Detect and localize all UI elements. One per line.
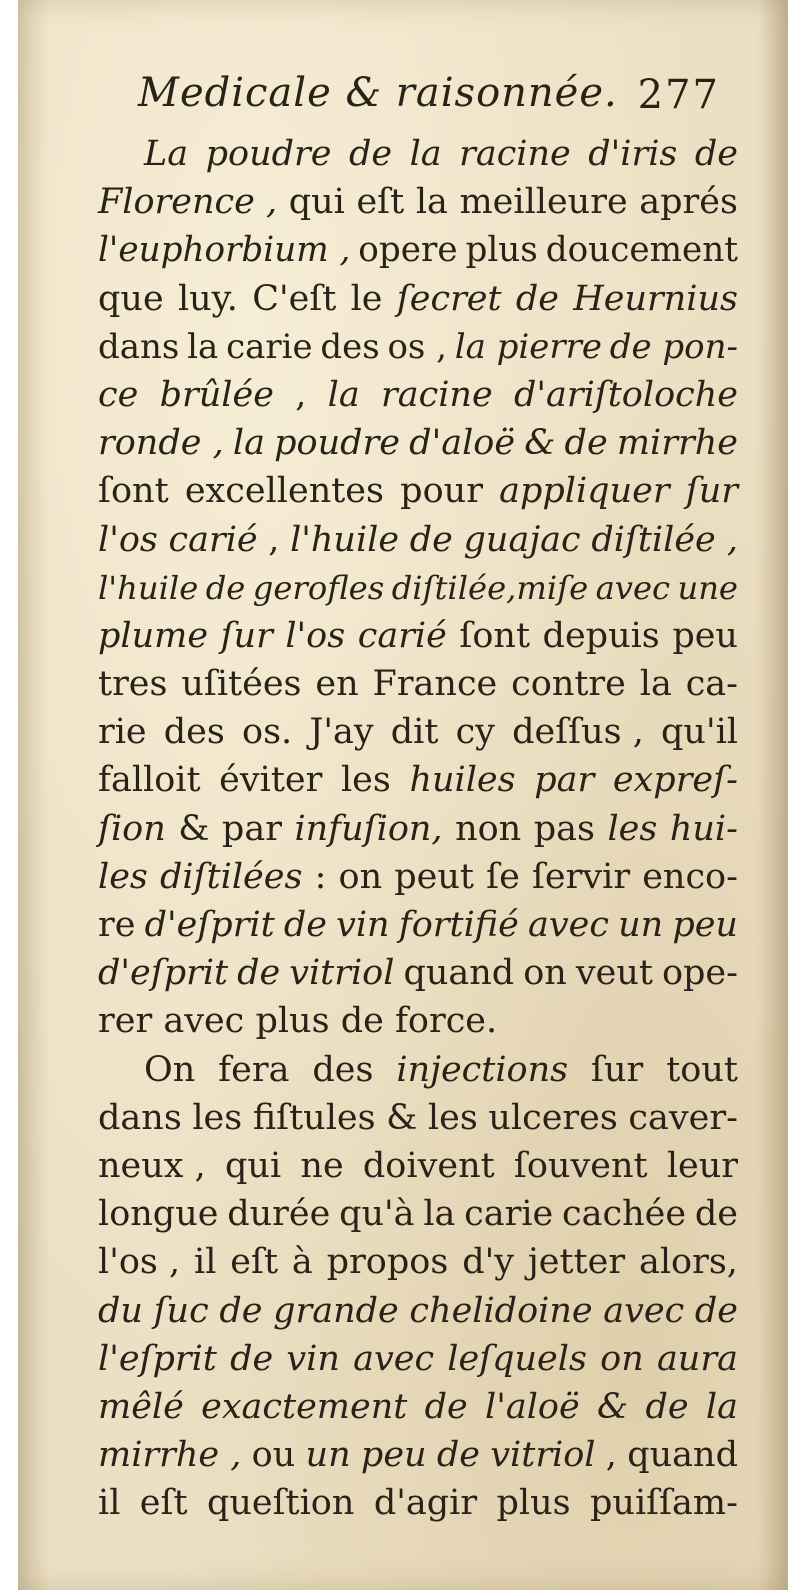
word: de pon- [609, 326, 738, 367]
word: de [436, 1435, 480, 1476]
word: falloit [98, 760, 201, 801]
word: un [305, 1435, 351, 1476]
word: & [597, 1386, 629, 1427]
word: & [524, 423, 556, 464]
page-header [138, 70, 738, 130]
word: de [694, 134, 738, 174]
word: racine [381, 374, 493, 415]
word: de [424, 1386, 468, 1427]
text-line [98, 226, 738, 274]
word: de [694, 1290, 738, 1331]
word: vitriol [490, 1435, 596, 1476]
word: racine [459, 134, 571, 174]
word: mirrhe [616, 423, 738, 464]
word: Florence , [98, 182, 278, 223]
word: ſur [685, 471, 738, 512]
word: C'eſt [252, 278, 337, 319]
word: guajac [463, 519, 581, 560]
text-line [98, 1287, 738, 1335]
word: que [98, 278, 164, 319]
word: éviter [219, 760, 323, 801]
word: d'y [462, 1242, 515, 1283]
text-line [98, 178, 738, 226]
word: fiſtules [252, 1097, 376, 1138]
word: jetter [527, 1242, 626, 1283]
word: dans [98, 326, 180, 367]
text-line [98, 323, 738, 371]
word: qui [225, 1145, 282, 1186]
text-line [98, 1238, 738, 1286]
word: vin [336, 905, 390, 945]
word: des [163, 712, 225, 753]
word: qu'à [339, 1194, 415, 1235]
word: infuſion, [294, 808, 443, 849]
word: l'os , [98, 1242, 181, 1283]
word: aprés [639, 182, 738, 223]
word: avec [163, 1001, 245, 1042]
word: vitriol [289, 953, 395, 994]
word: mêlé [98, 1386, 184, 1427]
word: poudre [274, 423, 400, 464]
word: luy. [177, 278, 238, 319]
word: de [694, 1194, 738, 1235]
word: doucement [545, 230, 738, 271]
text-line [98, 1479, 738, 1527]
word: rer [98, 1001, 153, 1042]
word: & [178, 808, 210, 849]
word: peu [672, 905, 738, 945]
word: un [618, 905, 664, 945]
word: ſont [98, 471, 169, 512]
word: J'ay [309, 712, 374, 753]
word: les [98, 856, 148, 897]
word: carie [226, 326, 313, 367]
running-title: Medicale & raisonnée. [138, 70, 618, 116]
word: avec [595, 568, 671, 607]
word: d'ariſtoloche [513, 374, 738, 415]
text-line [98, 949, 738, 997]
word: de [219, 1290, 263, 1331]
word: uſitées [181, 664, 302, 705]
word: d'eſprit [144, 905, 275, 945]
text-line [98, 419, 738, 467]
word: longue [98, 1194, 219, 1235]
word: poudre [205, 134, 332, 174]
word: diſtilées [160, 856, 303, 897]
word: Heurnius [573, 278, 738, 319]
word: du [98, 1290, 143, 1331]
word: carié [357, 615, 447, 656]
book-page [18, 0, 788, 1590]
word: diſtilée,miſe [391, 568, 589, 607]
text-line [98, 516, 738, 564]
word: la [415, 182, 448, 223]
word: mirrhe , [98, 1435, 242, 1476]
word: d'agir [373, 1483, 478, 1524]
word: la [187, 326, 219, 367]
text-line [98, 1142, 738, 1190]
word: d'eſprit [98, 953, 229, 994]
word: tout [666, 1049, 738, 1090]
word: eſt [139, 1483, 188, 1524]
word: appliquer [499, 471, 670, 512]
text-line [98, 997, 738, 1045]
word: ſont [459, 615, 531, 656]
word: il [98, 1483, 121, 1524]
word: la pierre [454, 326, 602, 367]
word: de [205, 568, 246, 607]
text-line [98, 371, 738, 419]
word: opere [358, 230, 458, 271]
word: dit [390, 712, 439, 753]
word: de [564, 423, 608, 464]
word: dans [98, 1097, 182, 1138]
word: la [327, 374, 360, 415]
word: l'eſprit [98, 1338, 217, 1379]
word: diſtilée , [591, 519, 738, 560]
word: de [348, 134, 393, 174]
word: la [409, 134, 442, 174]
word: excellentes [184, 471, 384, 512]
word: puiſſam- [590, 1483, 738, 1524]
word: de [237, 953, 281, 994]
word: fortifié [398, 905, 519, 945]
word: ſouvent [513, 1145, 648, 1186]
word: , [605, 1435, 617, 1476]
word: rie [98, 712, 147, 753]
word: aura [656, 1338, 738, 1379]
word: La [144, 134, 189, 174]
word: contre [511, 664, 626, 705]
word: durée [227, 1194, 331, 1235]
word: il [194, 1242, 217, 1283]
word: de [409, 519, 453, 560]
word: plus [255, 1001, 330, 1042]
word: de [515, 278, 559, 319]
word: avec [603, 1290, 685, 1331]
text-line [98, 275, 738, 323]
word: injections [396, 1049, 569, 1090]
word: ulceres [488, 1097, 618, 1138]
word: le [350, 278, 383, 319]
text-line [98, 660, 738, 708]
word: exactement [201, 1386, 408, 1427]
word: ſecret [396, 278, 502, 319]
word: ope- [661, 953, 738, 994]
word: cy [455, 712, 495, 753]
word: l'os [285, 615, 346, 656]
word: ce [98, 374, 139, 415]
word: la [423, 1194, 456, 1235]
word: ſion [98, 808, 166, 849]
word: la [639, 664, 672, 705]
word: la [232, 423, 265, 464]
word: caver- [628, 1097, 738, 1138]
word: de [340, 1001, 384, 1042]
word: en [315, 664, 359, 705]
word: peut [394, 856, 474, 897]
word: os , [387, 326, 447, 367]
text-line [98, 708, 738, 756]
text-line [98, 1383, 738, 1431]
word: l'aloë [485, 1386, 580, 1427]
word: pour [400, 471, 483, 512]
word: les [607, 808, 658, 849]
body-text [98, 130, 738, 1527]
word: non [455, 808, 522, 849]
word: plus [465, 230, 538, 271]
word: doivent [362, 1145, 495, 1186]
word: l'huile [290, 519, 400, 560]
word: , [268, 519, 280, 560]
word: gerofles [252, 568, 385, 607]
word: meilleure [459, 182, 628, 223]
word: : [314, 856, 327, 897]
word: France [372, 664, 498, 705]
text-line [98, 130, 738, 178]
word: expreſ- [612, 760, 738, 801]
word: ou [251, 1435, 296, 1476]
word: leſquels [447, 1338, 587, 1379]
word: d'aloë [409, 423, 516, 464]
word: eſt [356, 182, 405, 223]
word: de [283, 905, 327, 945]
text-line [98, 901, 738, 949]
word: tres [98, 664, 168, 705]
word: ſuc [153, 1290, 209, 1331]
word: carie [464, 1194, 554, 1235]
word: leur [666, 1145, 738, 1186]
word: deſſus , [512, 712, 644, 753]
word: peu [360, 1435, 427, 1476]
text-line [98, 1190, 738, 1238]
word: l'huile [98, 568, 199, 607]
word: les [427, 1097, 478, 1138]
word: de [230, 1338, 274, 1379]
word: de [645, 1386, 689, 1427]
word: quand [627, 1435, 738, 1476]
word: par [221, 808, 282, 849]
text-line [98, 612, 738, 660]
word: force. [394, 1001, 498, 1042]
word: veut [575, 953, 653, 994]
word: plume [98, 615, 209, 656]
word: des [320, 326, 380, 367]
word: alors, [638, 1242, 738, 1283]
word: re [98, 905, 136, 945]
text-line [98, 1431, 738, 1479]
word: eſt [230, 1242, 279, 1283]
word: huiles [409, 760, 516, 801]
text-line [98, 1094, 738, 1142]
word: qui [288, 182, 345, 223]
word: ſe [486, 856, 520, 897]
text-line [98, 564, 738, 612]
word: hui- [669, 808, 738, 849]
text-line [98, 853, 738, 901]
word: enco- [642, 856, 738, 897]
text-line [98, 467, 738, 515]
word: queſtion [206, 1483, 355, 1524]
word: ſur [591, 1049, 644, 1090]
word: ne [300, 1145, 344, 1186]
word: ronde , [98, 423, 224, 464]
word: les [192, 1097, 243, 1138]
text-line [98, 1335, 738, 1383]
word: on [523, 953, 567, 994]
word: on [338, 856, 383, 897]
word: ſervir [531, 856, 631, 897]
word: peu [672, 615, 738, 656]
word: avec [353, 1338, 435, 1379]
word: fera [218, 1049, 290, 1090]
word: os. [242, 712, 293, 753]
word: On [144, 1049, 196, 1090]
word: plus [496, 1483, 571, 1524]
word: pas [533, 808, 595, 849]
word: vin [286, 1338, 340, 1379]
word: ſur [220, 615, 273, 656]
text-line [98, 805, 738, 853]
word: d'iris [588, 134, 678, 174]
word: une [677, 568, 738, 607]
word: ca- [685, 664, 738, 705]
word: propos [326, 1242, 449, 1283]
word: l'os [98, 519, 158, 560]
word: chelidoine [409, 1290, 593, 1331]
page-number: 277 [637, 72, 720, 118]
word: on [600, 1338, 644, 1379]
word: , [295, 374, 307, 415]
word: depuis [542, 615, 660, 656]
word: les [340, 760, 391, 801]
word: brûlée [159, 374, 274, 415]
text-line [98, 756, 738, 804]
word: l'euphorbium , [98, 230, 351, 271]
word: grande [273, 1290, 399, 1331]
word: & [386, 1097, 418, 1138]
word: la [705, 1386, 738, 1427]
word: neux , [98, 1145, 206, 1186]
word: cachée [562, 1194, 687, 1235]
text-line [98, 1046, 738, 1094]
word: des [312, 1049, 374, 1090]
word: à [291, 1242, 313, 1283]
word: qu'il [661, 712, 738, 753]
word: quand [403, 953, 515, 994]
word: carié [168, 519, 258, 560]
word: par [534, 760, 595, 801]
word: avec [527, 905, 609, 945]
